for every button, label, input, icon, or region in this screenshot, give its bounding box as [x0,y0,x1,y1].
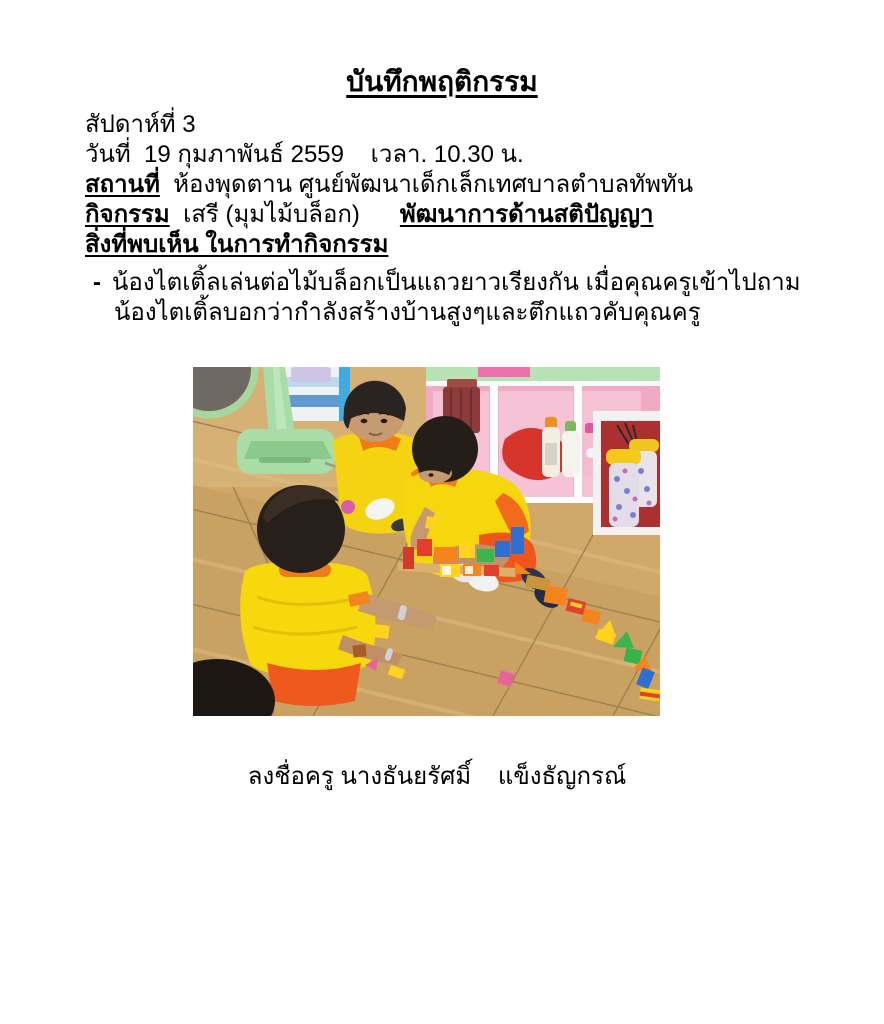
location-label: สถานที่ [85,171,160,198]
observation-line-2: น้องไตเติ้ลบอกว่ากำลังสร้างบ้านสูงๆและตึกแถวคับคุณครู [114,299,701,326]
activity-label: กิจกรรม [85,201,170,228]
activity-value: เสรี (มุมไม้บล็อก) [169,201,400,228]
development-area-label: พัฒนาการด้านสติปัญญา [399,201,654,228]
bullet-dash: - [93,269,101,296]
page-title: บันทึกพฤติกรรม [346,66,538,97]
red-cubby-shelf [593,411,660,535]
pink-basket [478,367,530,377]
date-time-line: วันที่ 19 กุมภาพันธ์ 2559 เวลา. 10.30 น. [85,141,524,168]
storage-basket [291,367,331,382]
observation-heading: สิ่งที่พบเห็น ในการทำกิจกรรม [85,231,389,258]
activity-line [85,200,653,230]
location-value: ห้องพุดตาน ศูนย์พัฒนาเด็กเล็กเทศบาลตำบลทัพทัน [159,171,694,198]
week-line: สัปดาห์ที่ 3 [85,111,196,138]
activity-photo [193,367,660,716]
location-line [85,170,693,200]
pink-toy [341,500,355,514]
observation-line-1: น้องไตเติ้ลเล่นต่อไม้บล็อกเป็นแถวยาวเรียงกัน เมื่อคุณครูเข้าไปถาม [112,269,801,296]
teacher-signature-line: ลงชื่อครู นางธันยรัศมิ์ แข็งธัญกรณ์ [247,763,627,790]
